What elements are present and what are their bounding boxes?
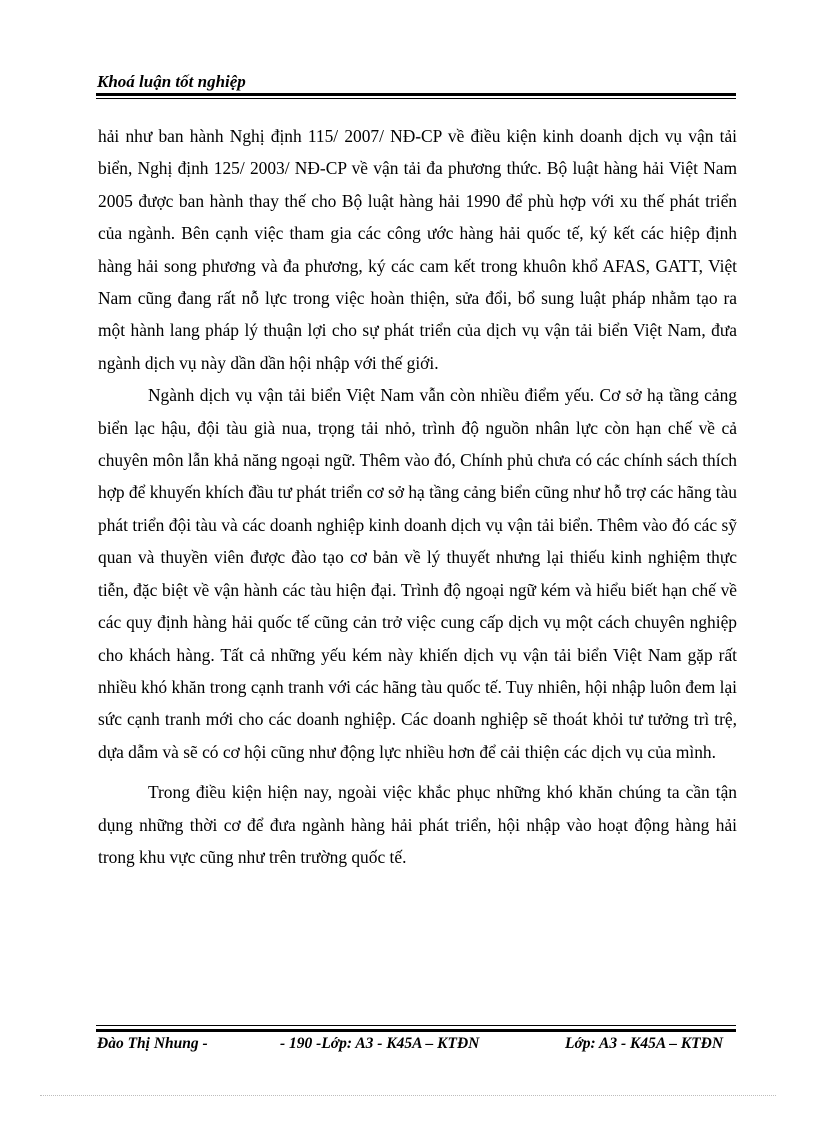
header-divider-thin (96, 98, 736, 99)
footer-page-number: - 190 -Lớp: A3 - K45A – KTĐN (280, 1035, 480, 1052)
paragraph-2: Ngành dịch vụ vận tải biển Việt Nam vẫn còn nhiều điểm yếu. Cơ sở hạ tầng cảng biển lạc hậu, đội tàu già nua, trọng tải nhỏ, trình độ nguồn nhân lực còn hạn chế về cả chuyên môn lẫn khả năng ngoại ngữ. Thêm vào đó, Chính phủ chưa có các chính sách thích hợp để khuyến khích đầu tư phát triển cơ sở hạ tầng cảng biển cũng như hỗ trợ các hãng tàu phát triển đội tàu và các doanh nghiệp kinh doanh dịch vụ vận tải biển. Thêm vào đó các sỹ quan và thuyền viên được đào tạo cơ bản về lý thuyết nhưng lại thiếu kinh nghiệm thực tiễn, đặc biệt về vận hành các tàu hiện đại. Trình độ ngoại ngữ kém và hiểu biết hạn chế về các quy định hàng hải quốc tế cũng cản trở việc cung cấp dịch vụ một cách chuyên nghiệp cho khách hàng. Tất cả những yếu kém này khiến dịch vụ vận tải biển Việt Nam gặp rất nhiều khó khăn trong cạnh tranh với các hãng tàu quốc tế. Tuy nhiên, hội nhập luôn đem lại sức cạnh tranh mới cho các doanh nghiệp. Các doanh nghiệp sẽ thoát khỏi tư tưởng trì trệ, dựa dẫm và sẽ có cơ hội cũng như động lực nhiều hơn để cải thiện các dịch vụ của mình. (98, 385, 738, 762)
paragraph-3: Trong điều kiện hiện nay, ngoài việc khắc phục những khó khăn chúng ta cần tận dụng những thời cơ để đưa ngành hàng hải phát triển, hội nhập vào hoạt động hàng hải trong khu vực cũng như trên trường quốc tế. (98, 782, 737, 867)
header-divider-thick (96, 93, 736, 96)
document-body (98, 120, 737, 873)
footer-divider-thin (96, 1025, 736, 1026)
header-title: Khoá luận tốt nghiệp (97, 72, 246, 91)
page-bottom-dotted-line (40, 1095, 776, 1096)
footer-class: Lớp: A3 - K45A – KTĐN (565, 1035, 724, 1052)
paragraph-1: hải như ban hành Nghị định 115/ 2007/ NĐ-CP về điều kiện kinh doanh dịch vụ vận tải biển, Nghị định 125/ 2003/ NĐ-CP về vận tải đa phương thức. Bộ luật hàng hải Việt Nam 2005 được ban hành thay thế cho Bộ luật hàng hải 1990 để phù hợp với xu thế phát triển của ngành. Bên cạnh việc tham gia các công ước hàng hải quốc tế, ký kết các hiệp định hàng hải song phương và đa phương, ký các cam kết trong khuôn khổ AFAS, GATT, Việt Nam cũng đang rất nỗ lực trong việc hoàn thiện, sửa đổi, bổ sung luật pháp nhằm tạo ra một hành lang pháp lý thuận lợi cho sự phát triển của dịch vụ vận tải biển Việt Nam, đưa ngành dịch vụ này dần dần hội nhập với thế giới. (98, 126, 737, 373)
footer-divider-thick (96, 1029, 736, 1032)
footer-author: Đào Thị Nhung - (97, 1035, 208, 1052)
